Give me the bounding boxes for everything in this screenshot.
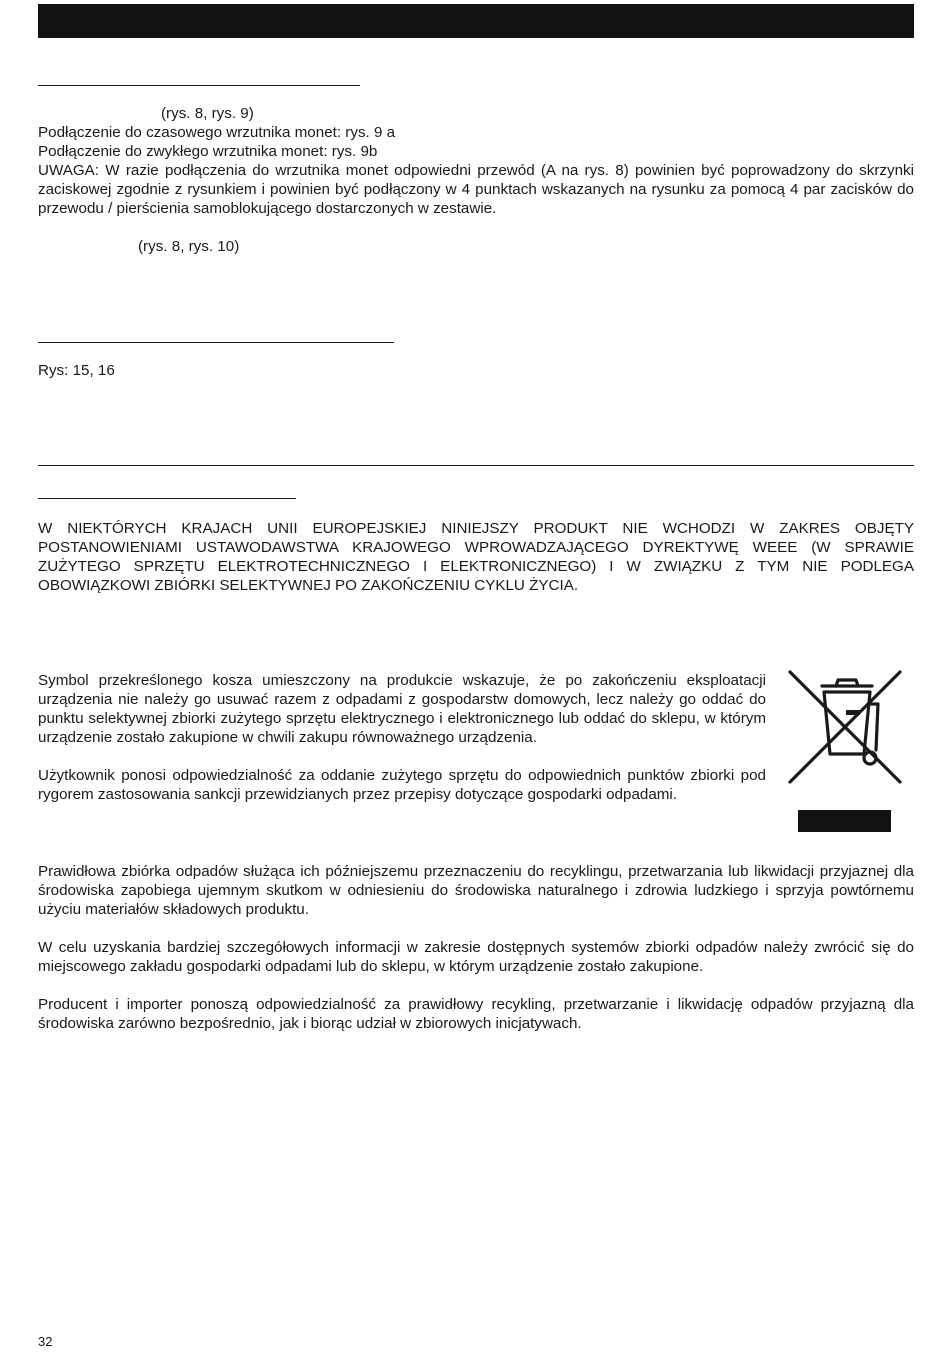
connection-note: UWAGA: W razie podłączenia do wrzutnika monet odpowiedni przewód (A na rys. 8) powinien być poprowadzony do skrzynki zaciskowej zgodnie z rysunkiem i powinien być podłączony w 4 punktach wskazanych na rysunku za pomocą 4 par zacisków do przewodu / pierścienia samoblokującego dostarczonych w zestawie. (38, 162, 914, 217)
weee-symbol-section (38, 671, 766, 804)
second-figure-ref-block (38, 237, 914, 256)
second-figure-ref: (rys. 8, rys. 10) (138, 238, 240, 255)
figures-ref: Rys: 15, 16 (38, 362, 115, 379)
connection-figure-ref: (rys. 8, rys. 9) (161, 105, 254, 122)
heading-rule-3 (38, 498, 296, 499)
symbol-paragraph: Symbol przekreślonego kosza umieszczony na produkcie wskazuje, że po zakończeniu eksploatacji urządzenia nie należy go usuwać razem z odpadami z gospodarstw domowych, lecz należy go oddać do punktu selektywnej zbiorki zużytego sprzętu elektrycznego i elektronicznego lub oddać do sklepu, w którym urządzenie zostało zakupione w chwili zakupu równoważnego urządzenia. (38, 672, 766, 746)
weee-warning-text: W NIEKTÓRYCH KRAJACH UNII EUROPEJSKIEJ NINIEJSZY PRODUKT NIE WCHODZI W ZAKRES OBJĘTY POSTANOWIENIAMI USTAWODAWSTWA KRAJOWEGO WPROWADZAJĄCEGO DYREKTYWĘ WEEE (W SPRAWIE ZUŻYTEGO SPRZĘTU ELEKTROTECHNICZNEGO I ELEKTRONICZNEGO) I W ZWIĄZKU Z TYM NIE PODLEGA OBOWIĄZKOWI ZBIÓRKI SELEKTYWNEJ PO ZAKOŃCZENIU CYKLU ŻYCIA. (38, 520, 914, 594)
heading-rule-2 (38, 342, 394, 343)
coin-meter-connection-section (38, 104, 914, 218)
timed-coin-meter-line: Podłączenie do czasowego wrzutnika monet: rys. 9 a (38, 124, 396, 141)
user-responsibility-paragraph: Użytkownik ponosi odpowiedzialność za oddanie zużytego sprzętu do odpowiednich punktów zbiorki pod rygorem zastosowania sankcji przewidzianych przez przepisy dotyczące gospodarki odpadami. (38, 767, 766, 803)
info-paragraph: W celu uzyskania bardziej szczegółowych informacji w zakresie dostępnych systemów zbiorki odpadów należy zwrócić się do miejscowego zakładu gospodarki odpadami lub do sklepu, w którym urządzenie zostało zakupione. (38, 939, 914, 975)
recycling-paragraph: Prawidłowa zbiórka odpadów służąca ich późniejszemu przeznaczeniu do recyklingu, przetwarzania lub likwidacji przyjaznej dla środowiska zapobiega ujemnym skutkom w odniesieniu do środowiska naturalnego i zdrowia ludzkiego i sprzyja powtórnemu użyciu materiałów składowych produktu. (38, 863, 914, 918)
weee-warning (38, 519, 914, 595)
crossed-out-wheelie-bin-icon (786, 670, 904, 786)
figures-ref-block (38, 361, 914, 380)
weee-info-section (38, 862, 914, 1033)
heading-rule-1 (38, 85, 360, 86)
standard-coin-meter-line: Podłączenie do zwykłego wrzutnika monet: rys. 9b (38, 143, 378, 160)
page-number: 32 (38, 1334, 53, 1349)
section-divider-rule (38, 465, 914, 466)
weee-underline-bar (798, 810, 891, 832)
section-header-bar (38, 4, 914, 38)
producer-paragraph: Producent i importer ponoszą odpowiedzialność za prawidłowy recykling, przetwarzanie i likwidację odpadów przyjazną dla środowiska zarówno bezpośrednio, jak i biorąc udział w zbiorowych inicjatywach. (38, 996, 914, 1032)
